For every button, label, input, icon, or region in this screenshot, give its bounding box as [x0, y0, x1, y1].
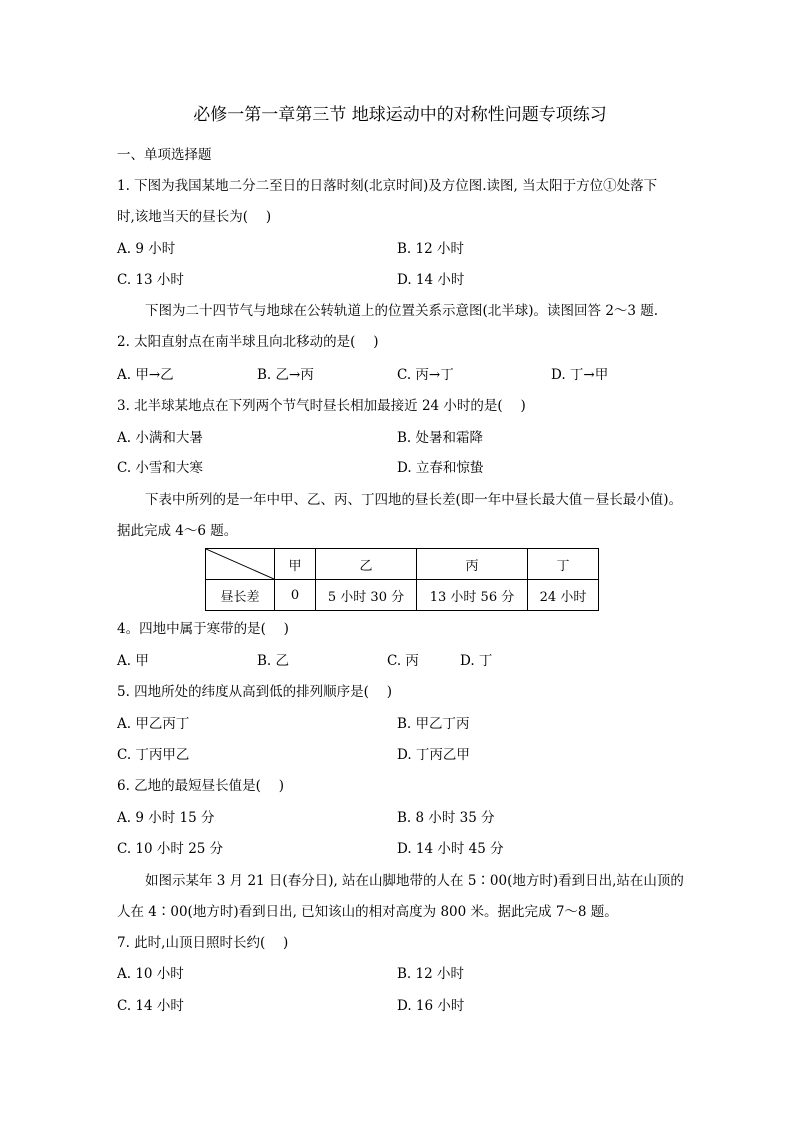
q7-option-c: C. 14 小时	[117, 998, 184, 1014]
q7-stem: 7. 此时,山顶日照时长约( )	[117, 935, 289, 951]
q5-option-b: B. 甲乙丁丙	[397, 716, 470, 732]
page-title: 必修一第一章第三节 地球运动中的对称性问题专项练习	[193, 105, 607, 125]
q5-option-c: C. 丁丙甲乙	[117, 747, 190, 763]
q1-option-c: C. 13 小时	[117, 272, 184, 288]
q4-option-b: B. 乙	[257, 653, 290, 669]
q1-stem-line2: 时,该地当天的昼长为( )	[117, 209, 272, 225]
intro-q2-q3: 下图为二十四节气与地球在公转轨道上的位置关系示意图(北半球)。读图回答 2～3 题.	[145, 303, 659, 319]
q3-stem: 3. 北半球某地点在下列两个节气时昼长相加最接近 24 小时的是( )	[117, 398, 526, 414]
intro-q7-q8-line2: 人在 4∶00(地方时)看到日出, 已知该山的相对高度为 800 米。据此完成 7～8 题。	[117, 904, 618, 920]
table-header-row	[206, 549, 599, 580]
q3-option-d: D. 立春和惊蛰	[397, 460, 484, 476]
q2-option-b: B. 乙→丙	[257, 367, 314, 383]
q6-option-c: C. 10 小时 25 分	[117, 841, 224, 857]
q2-option-c: C. 丙→丁	[397, 367, 454, 383]
table-cell: 24 小时	[528, 580, 599, 611]
table-cell: 5 小时 30 分	[316, 580, 417, 611]
q2-option-d: D. 丁→甲	[551, 367, 609, 383]
table-cell: 0	[275, 580, 316, 611]
q4-option-d: D. 丁	[460, 653, 493, 669]
diagonal-line	[206, 549, 274, 579]
q4-stem: 4。四地中属于寒带的是( )	[117, 621, 289, 637]
q4-option-c: C. 丙	[387, 653, 419, 669]
table-row-label: 昼长差	[206, 580, 275, 611]
intro-q7-q8-line1: 如图示某年 3 月 21 日(春分日), 站在山脚地带的人在 5∶00(地方时)看到日出,站在山顶的	[145, 873, 684, 889]
q6-option-d: D. 14 小时 45 分	[397, 841, 504, 857]
day-length-difference-table	[205, 548, 599, 611]
table-corner-cell	[206, 549, 275, 580]
q2-option-a: A. 甲→乙	[117, 367, 174, 383]
table-header-cell: 丙	[417, 549, 528, 580]
q5-option-a: A. 甲乙丙丁	[117, 716, 190, 732]
q6-option-a: A. 9 小时 15 分	[117, 810, 215, 826]
q7-option-a: A. 10 小时	[117, 966, 184, 982]
section-heading: 一、单项选择题	[117, 147, 212, 163]
q7-option-d: D. 16 小时	[397, 998, 465, 1014]
q4-option-a: A. 甲	[117, 653, 149, 669]
table-header-cell: 乙	[316, 549, 417, 580]
intro-q4-q6-line1: 下表中所列的是一年中甲、乙、丙、丁四地的昼长差(即一年中昼长最大值－昼长最小值)。	[145, 492, 683, 508]
q5-option-d: D. 丁丙乙甲	[397, 747, 470, 763]
table-header-cell: 丁	[528, 549, 599, 580]
q6-stem: 6. 乙地的最短昼长值是( )	[117, 778, 284, 794]
table-row	[206, 580, 599, 611]
q1-option-d: D. 14 小时	[397, 272, 465, 288]
q3-option-c: C. 小雪和大寒	[117, 460, 203, 476]
q6-option-b: B. 8 小时 35 分	[397, 810, 495, 826]
q5-stem: 5. 四地所处的纬度从高到低的排列顺序是( )	[117, 684, 392, 700]
intro-q4-q6-line2: 据此完成 4～6 题。	[117, 523, 238, 539]
q1-stem-line1: 1. 下图为我国某地二分二至日的日落时刻(北京时间)及方位图.读图, 当太阳于方位①处落下	[117, 178, 658, 194]
q1-option-b: B. 12 小时	[397, 241, 464, 257]
q3-option-b: B. 处暑和霜降	[397, 430, 484, 446]
table-header-cell: 甲	[275, 549, 316, 580]
q3-option-a: A. 小满和大暑	[117, 430, 203, 446]
q7-option-b: B. 12 小时	[397, 966, 464, 982]
table-cell: 13 小时 56 分	[417, 580, 528, 611]
q2-stem: 2. 太阳直射点在南半球且向北移动的是( )	[117, 334, 379, 350]
q1-option-a: A. 9 小时	[117, 241, 176, 257]
